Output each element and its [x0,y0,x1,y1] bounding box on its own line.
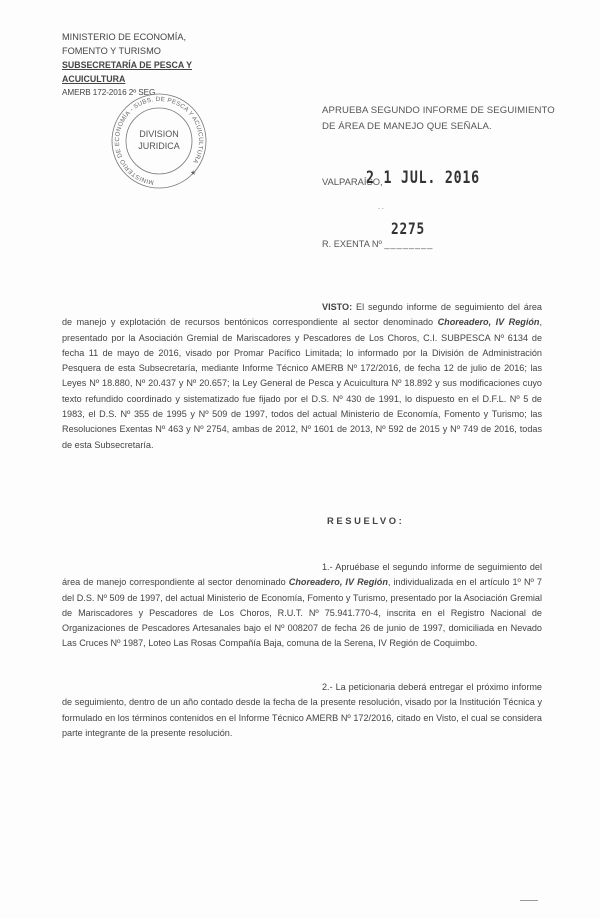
item1-sector: Choreadero, IV Región [288,577,388,588]
visto-label: VISTO: [322,302,353,312]
city-label: VALPARAÍSO, [322,176,383,187]
resolution-blank: ________ [384,239,434,249]
scan-mark [520,900,538,901]
visto-sector: Choreadero, IV Región [437,317,540,328]
star-icon: ★ [190,170,197,177]
item1-label: 1.- [322,562,333,572]
item1-text-b: , individualizada en el artículo 1º Nº 7 del D.S. Nº 509 de 1997, del actual Ministerio de Economía, Fomento y Turismo, presentado por la Asociación Gremial de Mariscadores y Pescadores de Los Choros, R.U.T. Nº 75.941.770-4, inscrita en el Registro Nacional de Organizaciones de Pescadores Artesanales bajo el Nº 008207 de fecha 26 de junio de 1997, domiciliada en Nevado Las Cruces Nº 1987, Loteo Las Rosas Compañía Baja, comuna de la Serena, IV Región de Coquimbo. [62,577,542,649]
number-tick: - - [378,206,384,212]
header-ministry: MINISTERIO DE ECONOMÍA, [62,32,187,42]
header-file-code: AMERB 172-2016 2º SEG [62,88,156,97]
resolution-label-line [322,239,433,249]
stamp-center-line2: JURIDICA [138,141,180,151]
date-stamp: 2 1 JUL. 2016 [366,168,480,188]
header-fomento: FOMENTO Y TURISMO [62,46,161,56]
header-subsecretaria: SUBSECRETARÍA DE PESCA Y ACUICULTURA [62,60,193,84]
reference-line-1: APRUEBA SEGUNDO INFORME DE SEGUIMIENTO [322,105,555,116]
stamp-center-line1: DIVISION [139,129,179,139]
item1-paragraph [62,560,542,652]
item2-paragraph [62,680,542,741]
visto-text-a: El segundo informe de seguimiento del área de manejo y explotación de recursos bentónicos correspondiente al sector denominado [62,302,542,328]
visto-paragraph [62,300,542,453]
division-juridica-stamp [98,90,220,196]
reference-line-2: DE ÁREA DE MANEJO QUE SEÑALA. [322,121,492,132]
item2-label: 2.- [322,682,333,692]
resuelvo-heading: RESUELVO: [327,515,405,526]
stamp-ring-text: MINISTERIO DE ECONOMÍA - SUBS. DE PESCA Y ACUICULTURA [113,95,205,186]
resolution-reference [322,103,562,135]
visto-text-b: , presentado por la Asociación Gremial de Mariscadores y Pescadores de Los Choros, C.I. SUBPESCA Nº 6134 de fecha 11 de mayo de 2016, visado por Promar Pacífico Limitada; lo informado por la División de Administración Pesquera de esta Subsecretaría, mediante Informe Técnico AMERB Nº 172/2016, de fecha 12 de julio de 2016; las Leyes Nº 18.880, Nº 20.437 y Nº 20.657; la Ley General de Pesca y Acuicultura Nº 18.892 y sus modificaciones cuyo texto refundido coordinado y sistematizado fue fijado por el D.S. Nº 430 de 1991, lo dispuesto en el D.F.L. Nº 5 de 1983, el D.S. Nº 355 de 1995 y Nº 509 de 1997, todos del actual Ministerio de Economía, Fomento y Turismo; las Resoluciones Exentas Nº 463 y Nº 2754, ambas de 2012, Nº 1601 de 2013, Nº 592 de 2015 y Nº 749 de 2016, todas de esta Subsecretaría. [62,317,542,450]
item1-text-a: Apruébase el segundo informe de seguimiento del área de manejo correspondiente al sector denominado [62,562,542,588]
resolution-number: 2275 [391,219,426,238]
item2-text: La peticionaria deberá entregar el próximo informe de seguimiento, dentro de un año contado desde la fecha de la presente resolución, visado por la Institución Técnica y formulado en los términos contenidos en el Informe Técnico AMERB Nº 172/2016, citado en Visto, el cual se considera parte integrante de la presente resolución. [62,682,542,738]
resolution-label: R. EXENTA Nº [322,239,382,249]
